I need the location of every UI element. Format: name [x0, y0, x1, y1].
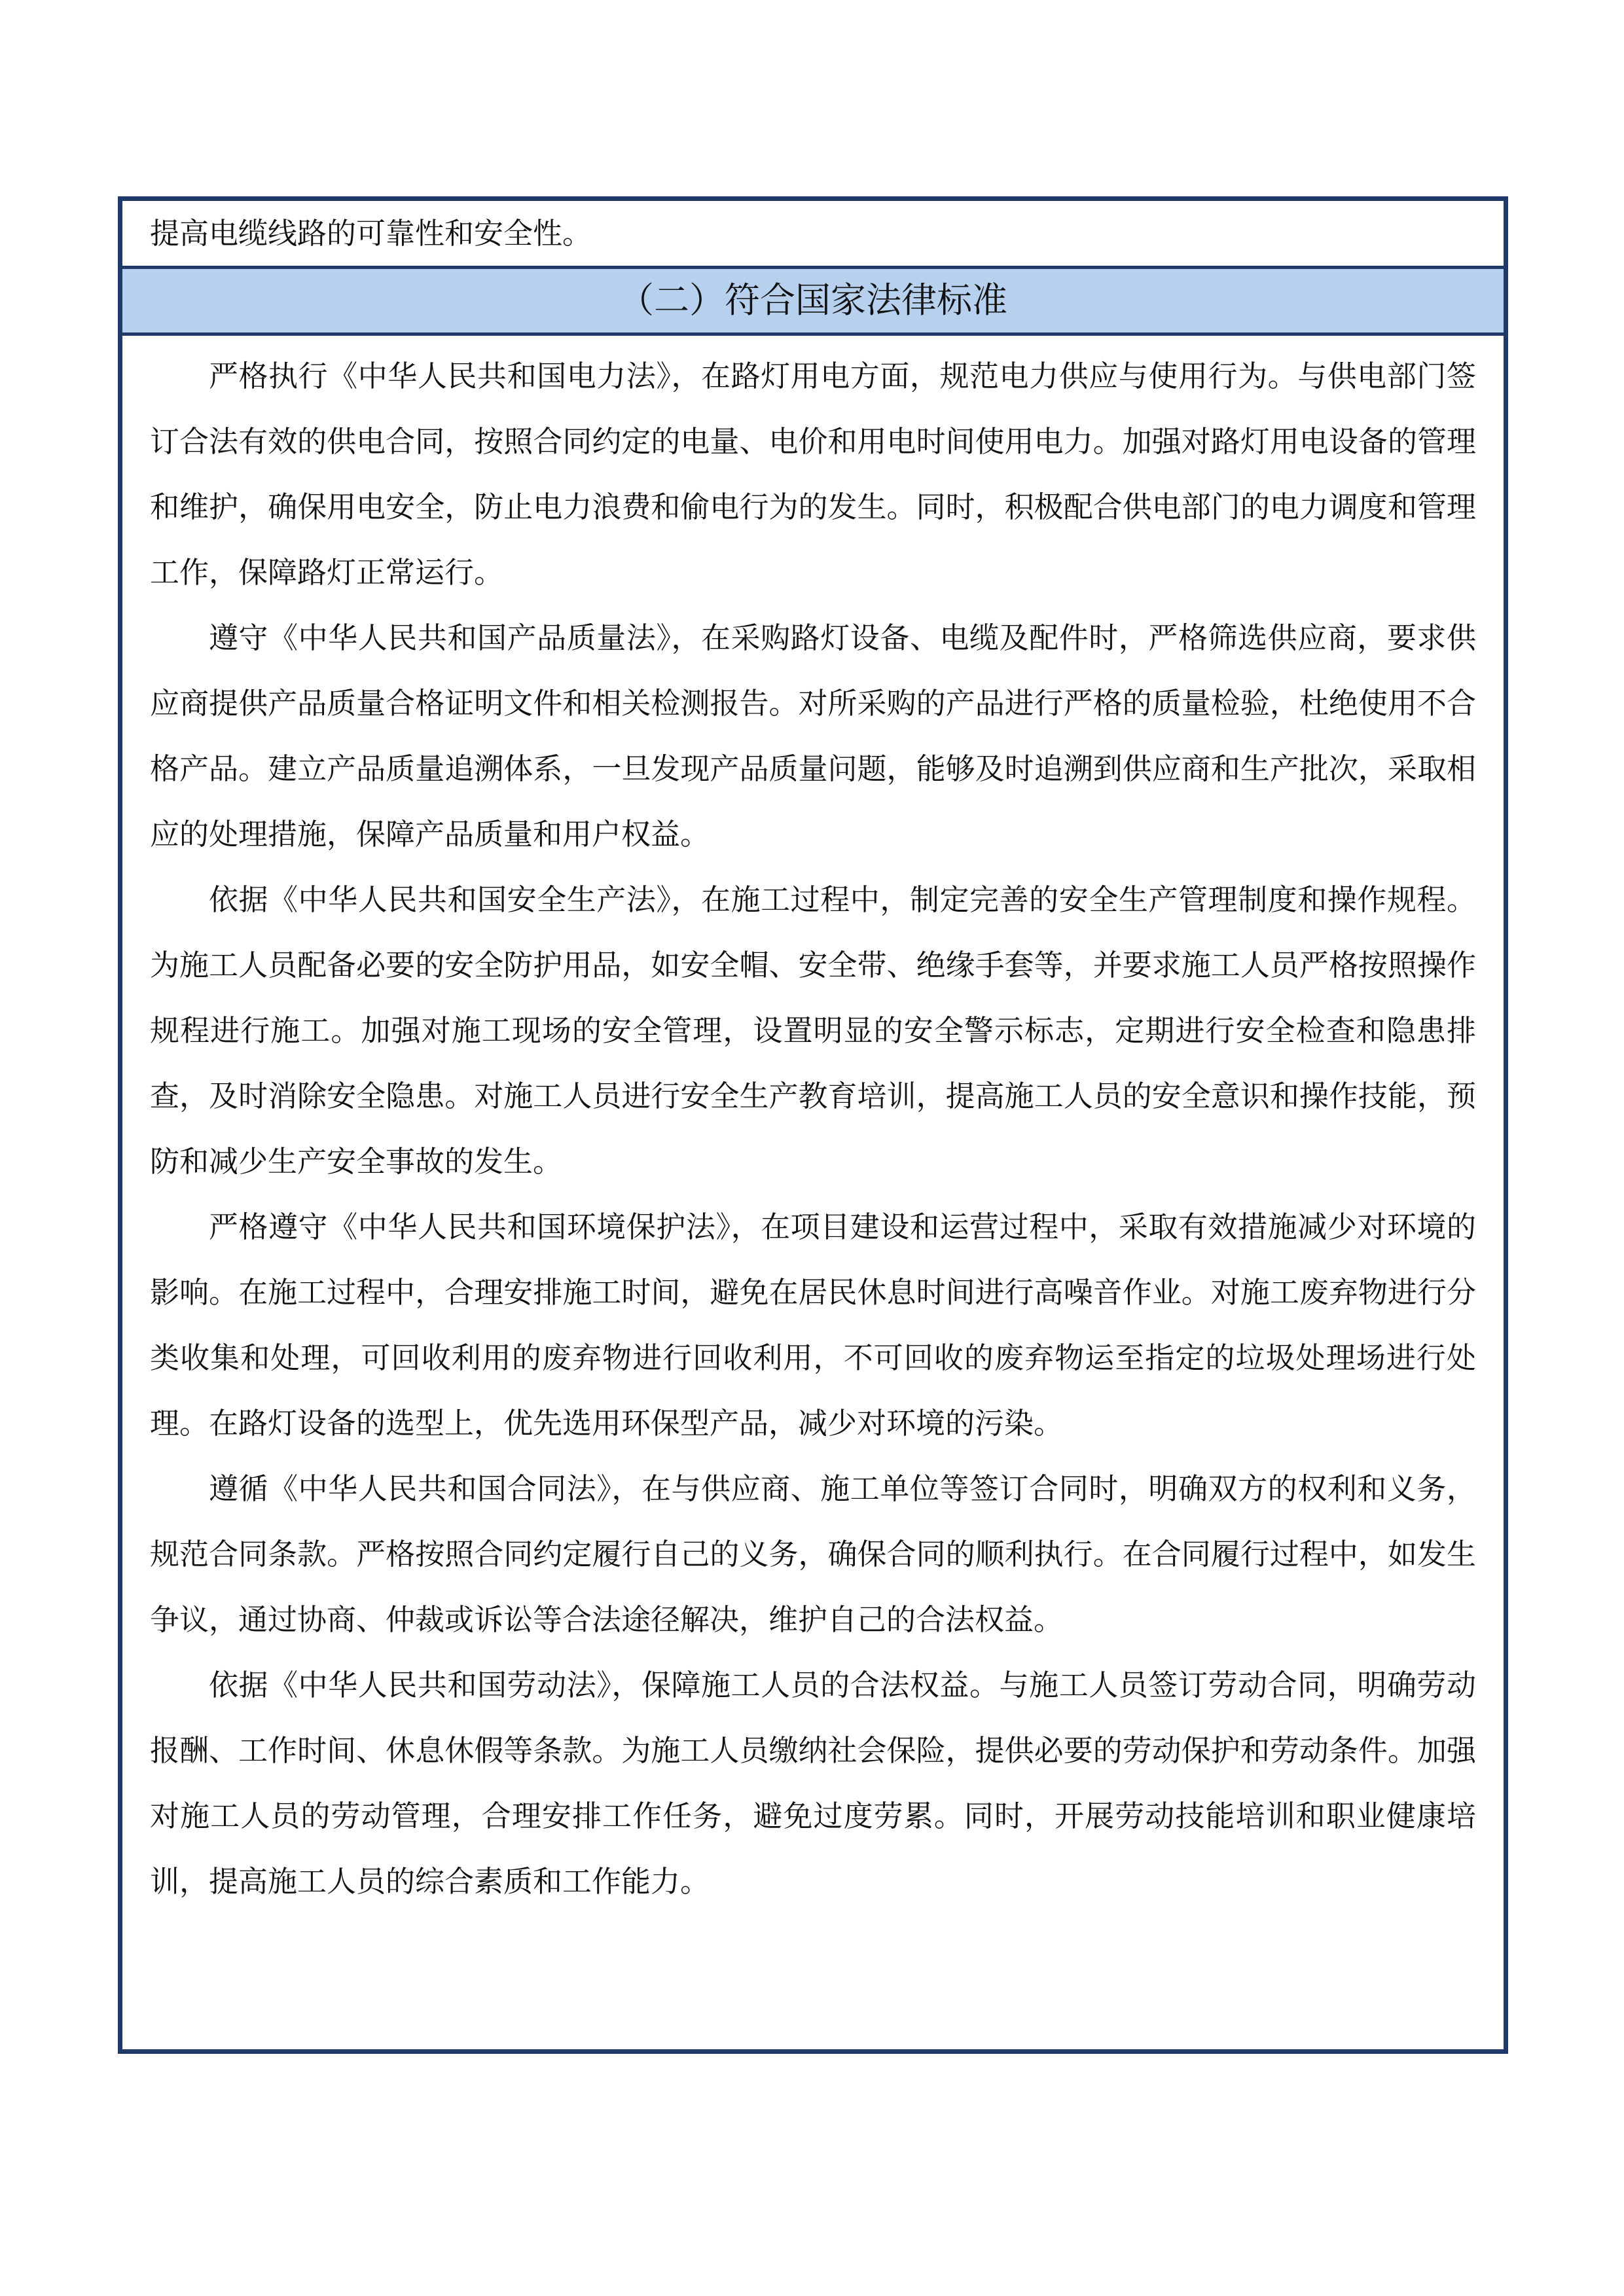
document-frame — [118, 196, 1508, 2054]
section-body — [122, 344, 1504, 1914]
paragraph-electric-power-law: 严格执行《中华人民共和国电力法》，在路灯用电方面，规范电力供应与使用行为。与供电部门签订合法有效的供电合同，按照合同约定的电量、电价和用电时间使用电力。加强对路灯用电设备的管理和维护，确保用电安全，防止电力浪费和偷电行为的发生。同时，积极配合供电部门的电力调度和管理工作，保障路灯正常运行。 — [150, 359, 1476, 590]
paragraph-labor-law: 依据《中华人民共和国劳动法》，保障施工人员的合法权益。与施工人员签订劳动合同，明确劳动报酬、工作时间、休息休假等条款。为施工人员缴纳社会保险，提供必要的劳动保护和劳动条件。加强对施工人员的劳动管理，合理安排工作任务，避免过度劳累。同时，开展劳动技能培训和职业健康培训，提高施工人员的综合素质和工作能力。 — [150, 1668, 1476, 1899]
paragraph-product-quality-law: 遵守《中华人民共和国产品质量法》，在采购路灯设备、电缆及配件时，严格筛选供应商，要求供应商提供产品质量合格证明文件和相关检测报告。对所采购的产品进行严格的质量检验，杜绝使用不合格产品。建立产品质量追溯体系，一旦发现产品质量问题，能够及时追溯到供应商和生产批次，采取相应的处理措施，保障产品质量和用户权益。 — [150, 620, 1476, 852]
section-heading: （二）符合国家法律标准 — [122, 269, 1504, 336]
carried-over-line: 提高电缆线路的可靠性和安全性。 — [122, 201, 1504, 269]
paragraph-work-safety-law: 依据《中华人民共和国安全生产法》，在施工过程中，制定完善的安全生产管理制度和操作规程。为施工人员配备必要的安全防护用品，如安全帽、安全带、绝缘手套等，并要求施工人员严格按照操作规程进行施工。加强对施工现场的安全管理，设置明显的安全警示标志，定期进行安全检查和隐患排查，及时消除安全隐患。对施工人员进行安全生产教育培训，提高施工人员的安全意识和操作技能，预防和减少生产安全事故的发生。 — [150, 882, 1476, 1179]
paragraph-environmental-protection-law: 严格遵守《中华人民共和国环境保护法》，在项目建设和运营过程中，采取有效措施减少对环境的影响。在施工过程中，合理安排施工时间，避免在居民休息时间进行高噪音作业。对施工废弃物进行分类收集和处理，可回收利用的废弃物进行回收利用，不可回收的废弃物运至指定的垃圾处理场进行处理。在路灯设备的选型上，优先选用环保型产品，减少对环境的污染。 — [150, 1210, 1476, 1441]
paragraph-contract-law: 遵循《中华人民共和国合同法》，在与供应商、施工单位等签订合同时，明确双方的权利和义务，规范合同条款。严格按照合同约定履行自己的义务，确保合同的顺利执行。在合同履行过程中，如发生争议，通过协商、仲裁或诉讼等合法途径解决，维护自己的合法权益。 — [150, 1471, 1476, 1637]
